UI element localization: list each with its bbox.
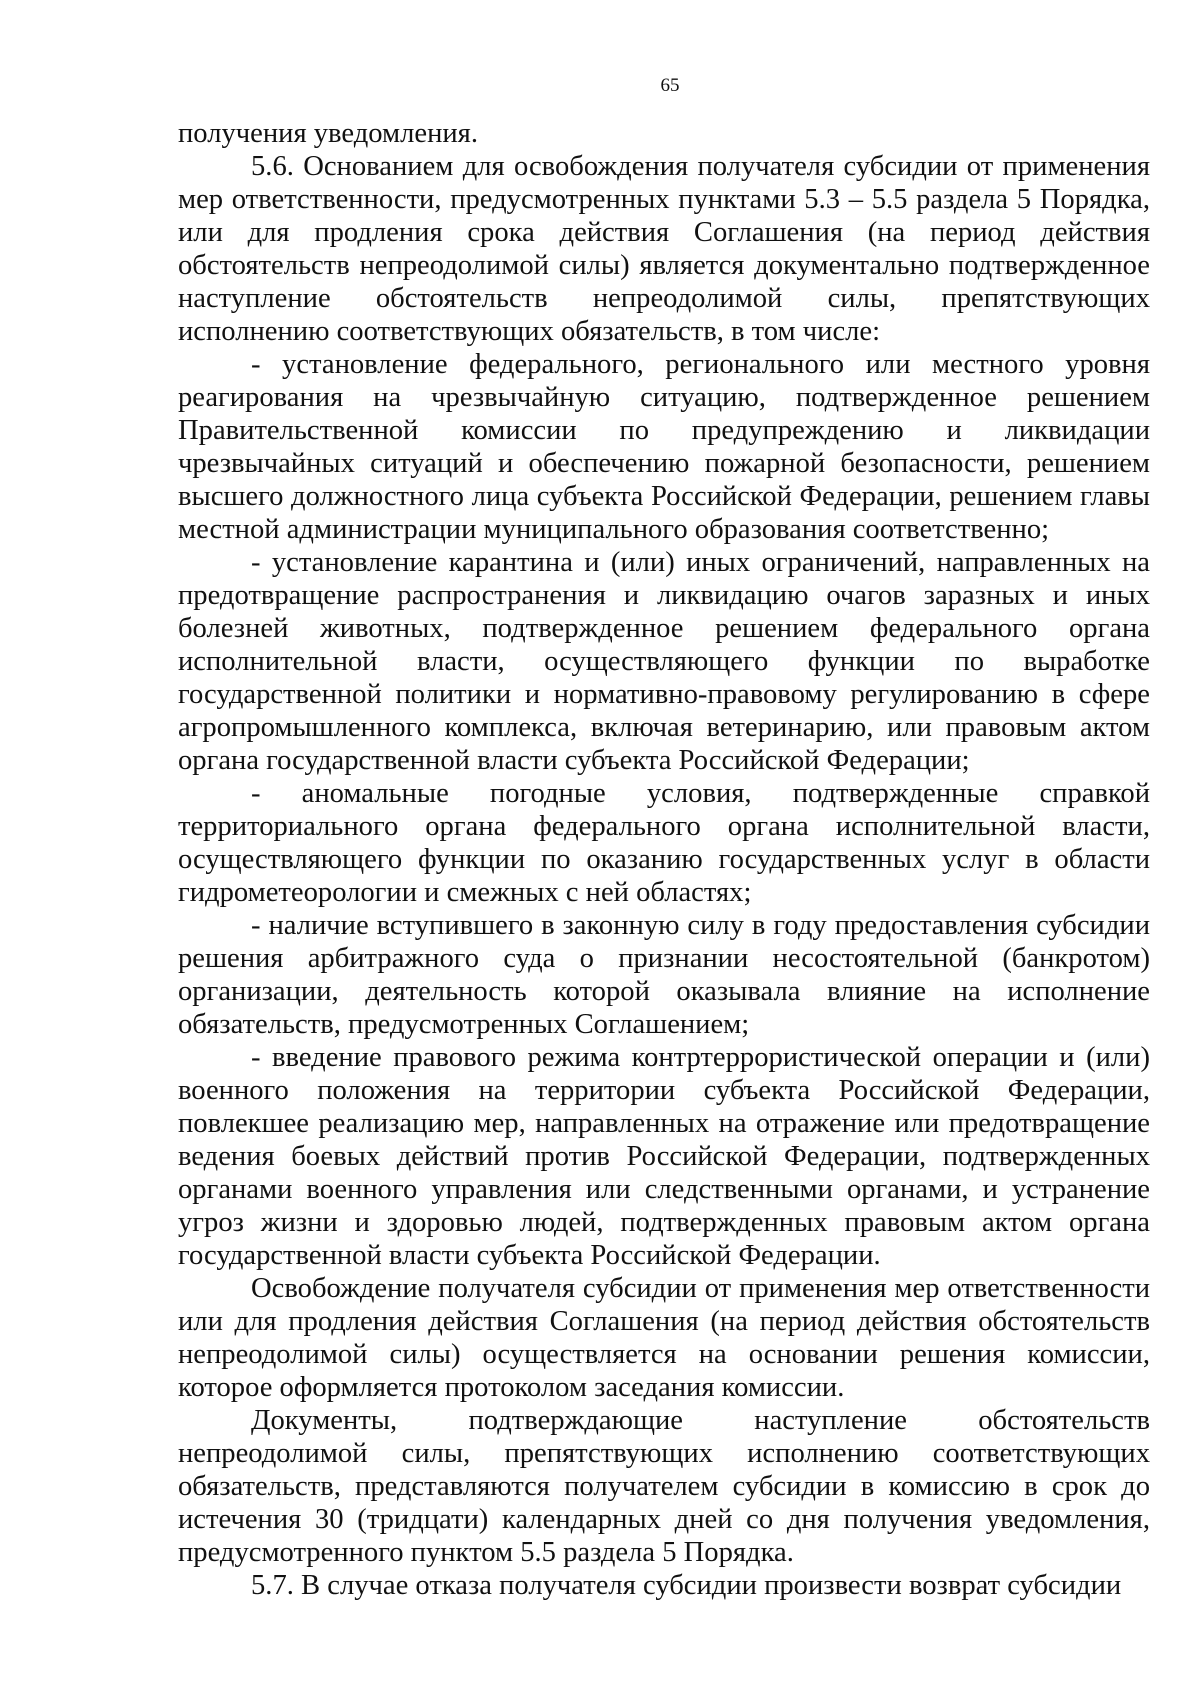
list-item-quarantine: - установление карантина и (или) иных ограничений, направленных на предотвращение распространения и ликвидацию очагов заразных и иных болезней животных, подтвержденное решением федерального органа исполнительной власти, осуществляющего функции по выработке государственной политики и нормативно-правовому регулированию в сфере агропромышленного комплекса, включая ветеринарию, или правовым актом органа государственной власти субъекта Российской Федерации; (178, 547, 1150, 776)
paragraph-supporting-documents: Документы, подтверждающие наступление обстоятельств непреодолимой силы, препятствующих исполнению соответствующих обязательств, представляются получателем субсидии в комиссию в срок до истечения 30 (тридцати) календарных дней со дня получения уведомления, предусмотренного пунктом 5.5 раздела 5 Порядка. (178, 1405, 1150, 1568)
list-item-counterterrorism-regime: - введение правового режима контртеррористической операции и (или) военного положения на территории субъекта Российской Федерации, повлекшее реализацию мер, направленных на отражение или предотвращение ведения боевых действий против Российской Федерации, подтвержденных органами военного управления или следственными органами, и устранение угроз жизни и здоровью людей, подтвержденных правовым актом органа государственной власти субъекта Российской Федерации. (178, 1042, 1150, 1271)
paragraph-5-7: 5.7. В случае отказа получателя субсидии произвести возврат субсидии (251, 1570, 1122, 1601)
list-item-weather-conditions: - аномальные погодные условия, подтвержденные справкой территориального органа федерального органа исполнительной власти, осуществляющего функции по оказанию государственных услуг в области гидрометеорологии и смежных с ней областях; (178, 778, 1150, 908)
document-body (178, 117, 1150, 1602)
paragraph-5-6: 5.6. Основанием для освобождения получателя субсидии от применения мер ответственности, предусмотренных пунктами 5.3 – 5.5 раздела 5 Порядка, или для продления срока действия Соглашения (на период действия обстоятельств непреодолимой силы) является документально подтвержденное наступление обстоятельств непреодолимой силы, препятствующих исполнению соответствующих обязательств, в том числе: (178, 151, 1150, 347)
paragraph-continuation: получения уведомления. (178, 118, 478, 149)
list-item-bankruptcy-decision: - наличие вступившего в законную силу в году предоставления субсидии решения арбитражного суда о признании несостоятельной (банкротом) организации, деятельность которой оказывала влияние на исполнение обязательств, предусмотренных Соглашением; (178, 910, 1150, 1040)
list-item-emergency-response: - установление федерального, регионального или местного уровня реагирования на чрезвычайную ситуацию, подтвержденное решением Правительственной комиссии по предупреждению и ликвидации чрезвычайных ситуаций и обеспечению пожарной безопасности, решением высшего должностного лица субъекта Российской Федерации, решением главы местной администрации муниципального образования соответственно; (178, 349, 1150, 545)
page-number: 65 (660, 75, 680, 96)
paragraph-exemption-decision: Освобождение получателя субсидии от применения мер ответственности или для продления действия Соглашения (на период действия обстоятельств непреодолимой силы) осуществляется на основании решения комиссии, которое оформляется протоколом заседания комиссии. (178, 1273, 1150, 1403)
